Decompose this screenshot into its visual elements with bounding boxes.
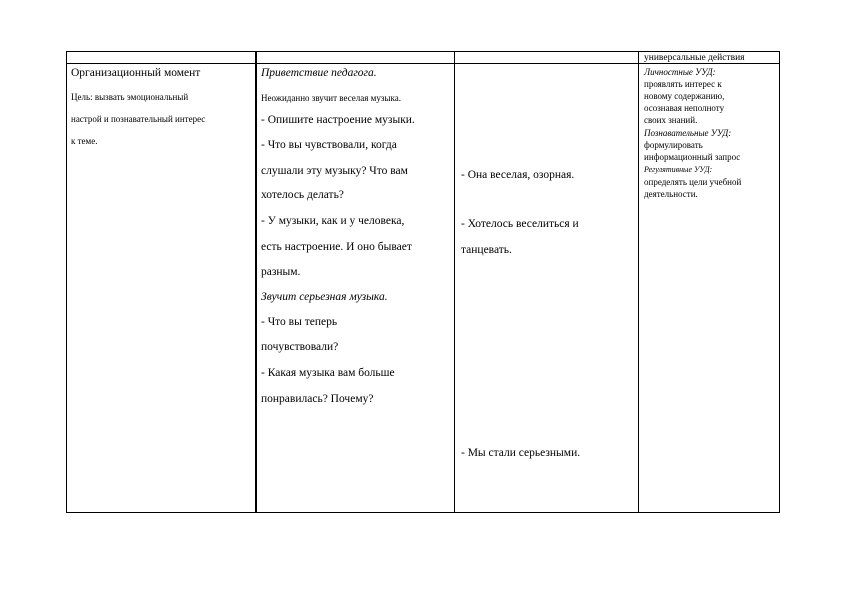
header-col4-text: универсальные действия: [644, 53, 745, 63]
music-start-note: Неожиданно звучит веселая музыка.: [261, 93, 401, 103]
cognitive-uud-label: Познавательные УУД:: [644, 128, 732, 138]
personal-uud-line: осознавая неполноту: [644, 103, 725, 113]
teacher-question: понравилась? Почему?: [261, 393, 374, 405]
teacher-question: - Какая музыка вам больше: [261, 367, 395, 379]
student-answer: - Мы стали серьезными.: [461, 447, 581, 459]
personal-uud-line: своих знаний.: [644, 115, 698, 125]
cognitive-uud-line: информационный запрос: [644, 152, 741, 162]
serious-music-note: Звучит серьезная музыка.: [261, 291, 388, 303]
student-answer: танцевать.: [461, 244, 512, 256]
personal-uud-line: новому содержанию,: [644, 91, 725, 101]
teacher-question: почувствовали?: [261, 341, 339, 353]
teacher-greeting: Приветствие педагога.: [261, 67, 377, 79]
regulative-uud-label: Регулятивные УУД:: [644, 165, 713, 174]
teacher-question: слушали эту музыку? Что вам: [261, 165, 408, 177]
column-divider-3: [638, 51, 639, 513]
teacher-question: - Что вы теперь: [261, 316, 338, 328]
student-answer: - Хотелось веселиться и: [461, 218, 579, 230]
teacher-statement: есть настроение. И оно бывает: [261, 241, 412, 253]
regulative-uud-line: определять цели учебной: [644, 177, 742, 187]
stage-goal-line: настрой и познавательный интерес: [71, 114, 206, 124]
regulative-uud-line: деятельности.: [644, 189, 698, 199]
stage-title: Организационный момент: [71, 67, 201, 79]
cognitive-uud-line: формулировать: [644, 140, 703, 150]
personal-uud-line: проявлять интерес к: [644, 79, 722, 89]
teacher-question: - Что вы чувствовали, когда: [261, 139, 397, 151]
stage-goal-line: к теме.: [71, 136, 98, 146]
column-divider-2: [454, 51, 455, 513]
personal-uud-label: Личностные УУД:: [644, 67, 716, 77]
teacher-question: - Опишите настроение музыки.: [261, 114, 415, 126]
teacher-statement: - У музыки, как и у человека,: [261, 215, 405, 227]
column-divider-1: [255, 51, 257, 513]
student-answer: - Она веселая, озорная.: [461, 169, 575, 181]
stage-goal-line: Цель: вызвать эмоциональный: [71, 92, 189, 102]
teacher-question: хотелось делать?: [261, 189, 344, 201]
teacher-statement: разным.: [261, 266, 301, 278]
